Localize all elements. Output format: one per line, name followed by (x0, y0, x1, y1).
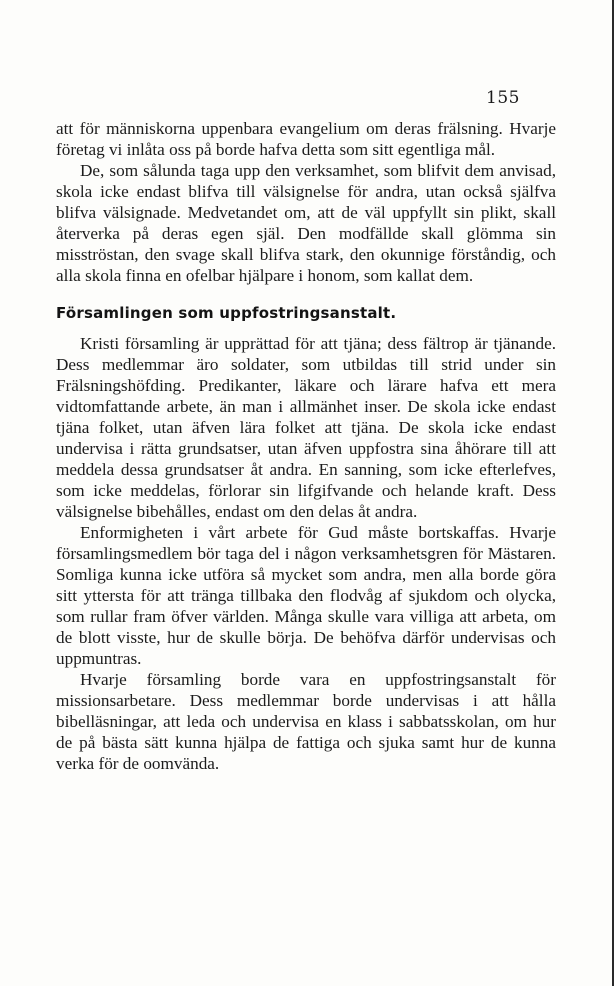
section-paragraph-2: Enformigheten i vårt arbete för Gud måste bortskaffas. Hvarje församlingsmedlem bör taga del i någon verksamhetsgren för Mästaren. Somliga kunna icke utföra så mycket som andra, men alla borde göra sitt yttersta för att tränga tillbaka den flodvåg af sjukdom och olycka, som rullar fram öfver världen. Många skulle vara villiga att arbeta, om de blott visste, hur de skulle börja. De behöfva därför undervisas och uppmuntras. (56, 523, 556, 668)
section-heading: Församlingen som uppfostringsanstalt. (56, 304, 397, 322)
intro-paragraph-1: att för människorna uppenbara evangelium om deras frälsning. Hvarje företag vi inlåta oss på borde hafva detta som sitt egentliga mål. (56, 119, 556, 159)
page-number: 155 (486, 88, 520, 108)
intro-paragraph-2: De, som sålunda taga upp den verksamhet, som blifvit dem anvisad, skola icke endast blifva till välsignelse för andra, utan också själfva blifva välsignade. Medvetandet om, att de väl uppfyllt sin plikt, skall återverka på deras egen själ. Den modfällde skall glömma sin misströstan, den svage skall blifva stark, den okunnige förståndig, och alla skola finna en ofelbar hjälpare i honom, som kallat dem. (56, 161, 556, 285)
section-paragraph-1: Kristi församling är upprättad för att tjäna; dess fältrop är tjänande. Dess medlemmar äro soldater, som utbildas till strid under sin Frälsningshöfding. Predikanter, läkare och lärare hafva ett mera vidtomfattande arbete, än man i allmänhet inser. De skola icke endast tjäna folket, utan äfven lära folket att tjäna. De skola icke endast undervisa i rätta grundsatser, utan äfven uppfostra sina åhörare till att meddela dessa grundsatser åt andra. En sanning, som icke efterlefves, som icke meddelas, förlorar sin lifgifvande och helande kraft. Dess välsignelse bibehålles, endast om den delas åt andra. (56, 334, 556, 521)
page-body (56, 118, 556, 774)
section-paragraph-3: Hvarje församling borde vara en uppfostringsanstalt för missionsarbetare. Dess medlemmar borde undervisas i att hålla bibelläsningar, att leda och undervisa en klass i sabbatsskolan, om hur de på bästa sätt kunna hjälpa de fattiga och sjuka samt hur de kunna verka för de oomvända. (56, 670, 556, 773)
